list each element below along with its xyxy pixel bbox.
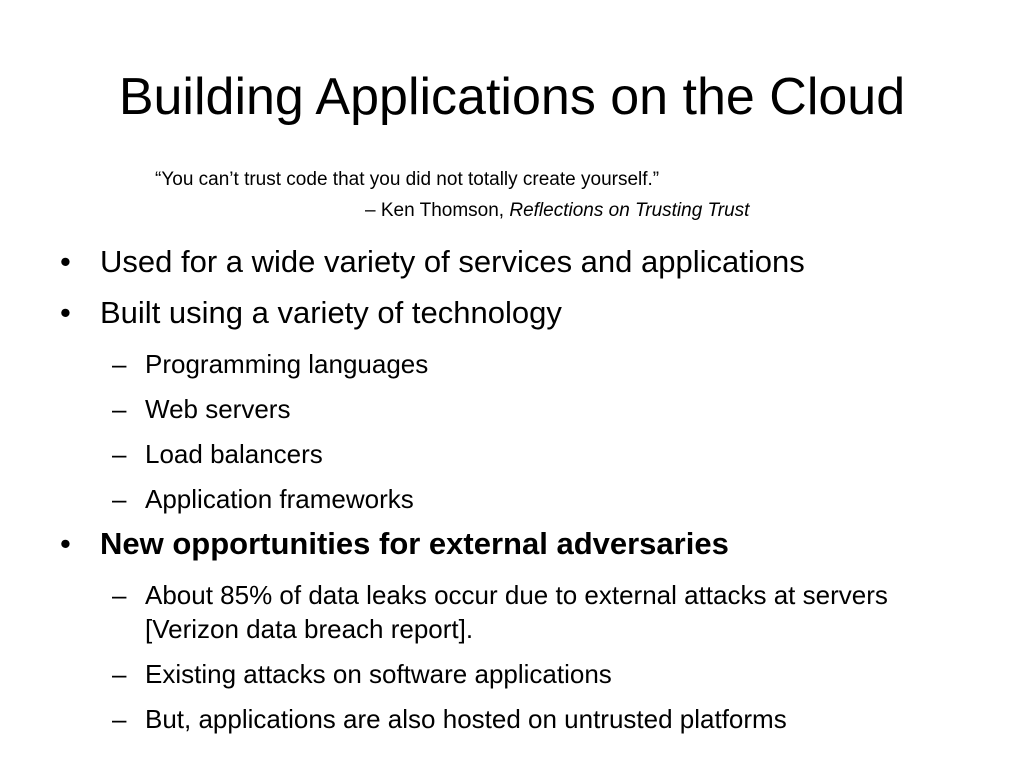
bullet-item xyxy=(60,290,960,336)
sub-bullet-item xyxy=(60,482,960,516)
sub-bullet-marker: – xyxy=(112,394,127,424)
epigraph-attribution xyxy=(365,197,749,225)
bullet-marker: • xyxy=(60,244,71,279)
sub-bullet-text: Application frameworks xyxy=(145,484,414,514)
bullet-text: Used for a wide variety of services and applications xyxy=(100,244,805,279)
sub-bullet-marker: – xyxy=(112,439,127,469)
sub-bullet-item xyxy=(60,657,960,691)
sub-bullet-item xyxy=(60,702,960,736)
bullet-text: New opportunities for external adversaries xyxy=(100,526,729,561)
sub-bullet-text: About 85% of data leaks occur due to external attacks at servers [Verizon data breach report]. xyxy=(145,580,888,644)
bullet-item xyxy=(60,521,960,567)
sub-bullet-marker: – xyxy=(112,659,127,689)
attribution-work: Reflections on Trusting Trust xyxy=(509,200,750,221)
sub-bullet-text: Web servers xyxy=(145,394,291,424)
epigraph-quote: “You can’t trust code that you did not totally create yourself.” xyxy=(155,169,660,190)
sub-bullet-item xyxy=(60,347,960,381)
bullet-item xyxy=(60,239,960,285)
sub-bullet-text: Existing attacks on software applications xyxy=(145,659,612,689)
sub-bullet-marker: – xyxy=(112,704,127,734)
sub-bullet-marker: – xyxy=(112,580,127,610)
sub-bullet-marker: – xyxy=(112,484,127,514)
attribution-author: – Ken Thomson, xyxy=(365,200,510,221)
bullet-marker: • xyxy=(60,526,71,561)
sub-bullet-text: But, applications are also hosted on untrusted platforms xyxy=(145,704,787,734)
sub-bullet-text: Load balancers xyxy=(145,439,323,469)
sub-bullet-text: Programming languages xyxy=(145,349,429,379)
sub-bullet-item xyxy=(60,578,960,646)
sub-bullet-item xyxy=(60,437,960,471)
sub-bullet-marker: – xyxy=(112,349,127,379)
bullet-list xyxy=(60,234,960,736)
bullet-text: Built using a variety of technology xyxy=(100,295,562,330)
bullet-marker: • xyxy=(60,295,71,330)
sub-bullet-item xyxy=(60,392,960,426)
slide-title: Building Applications on the Cloud xyxy=(118,68,906,126)
